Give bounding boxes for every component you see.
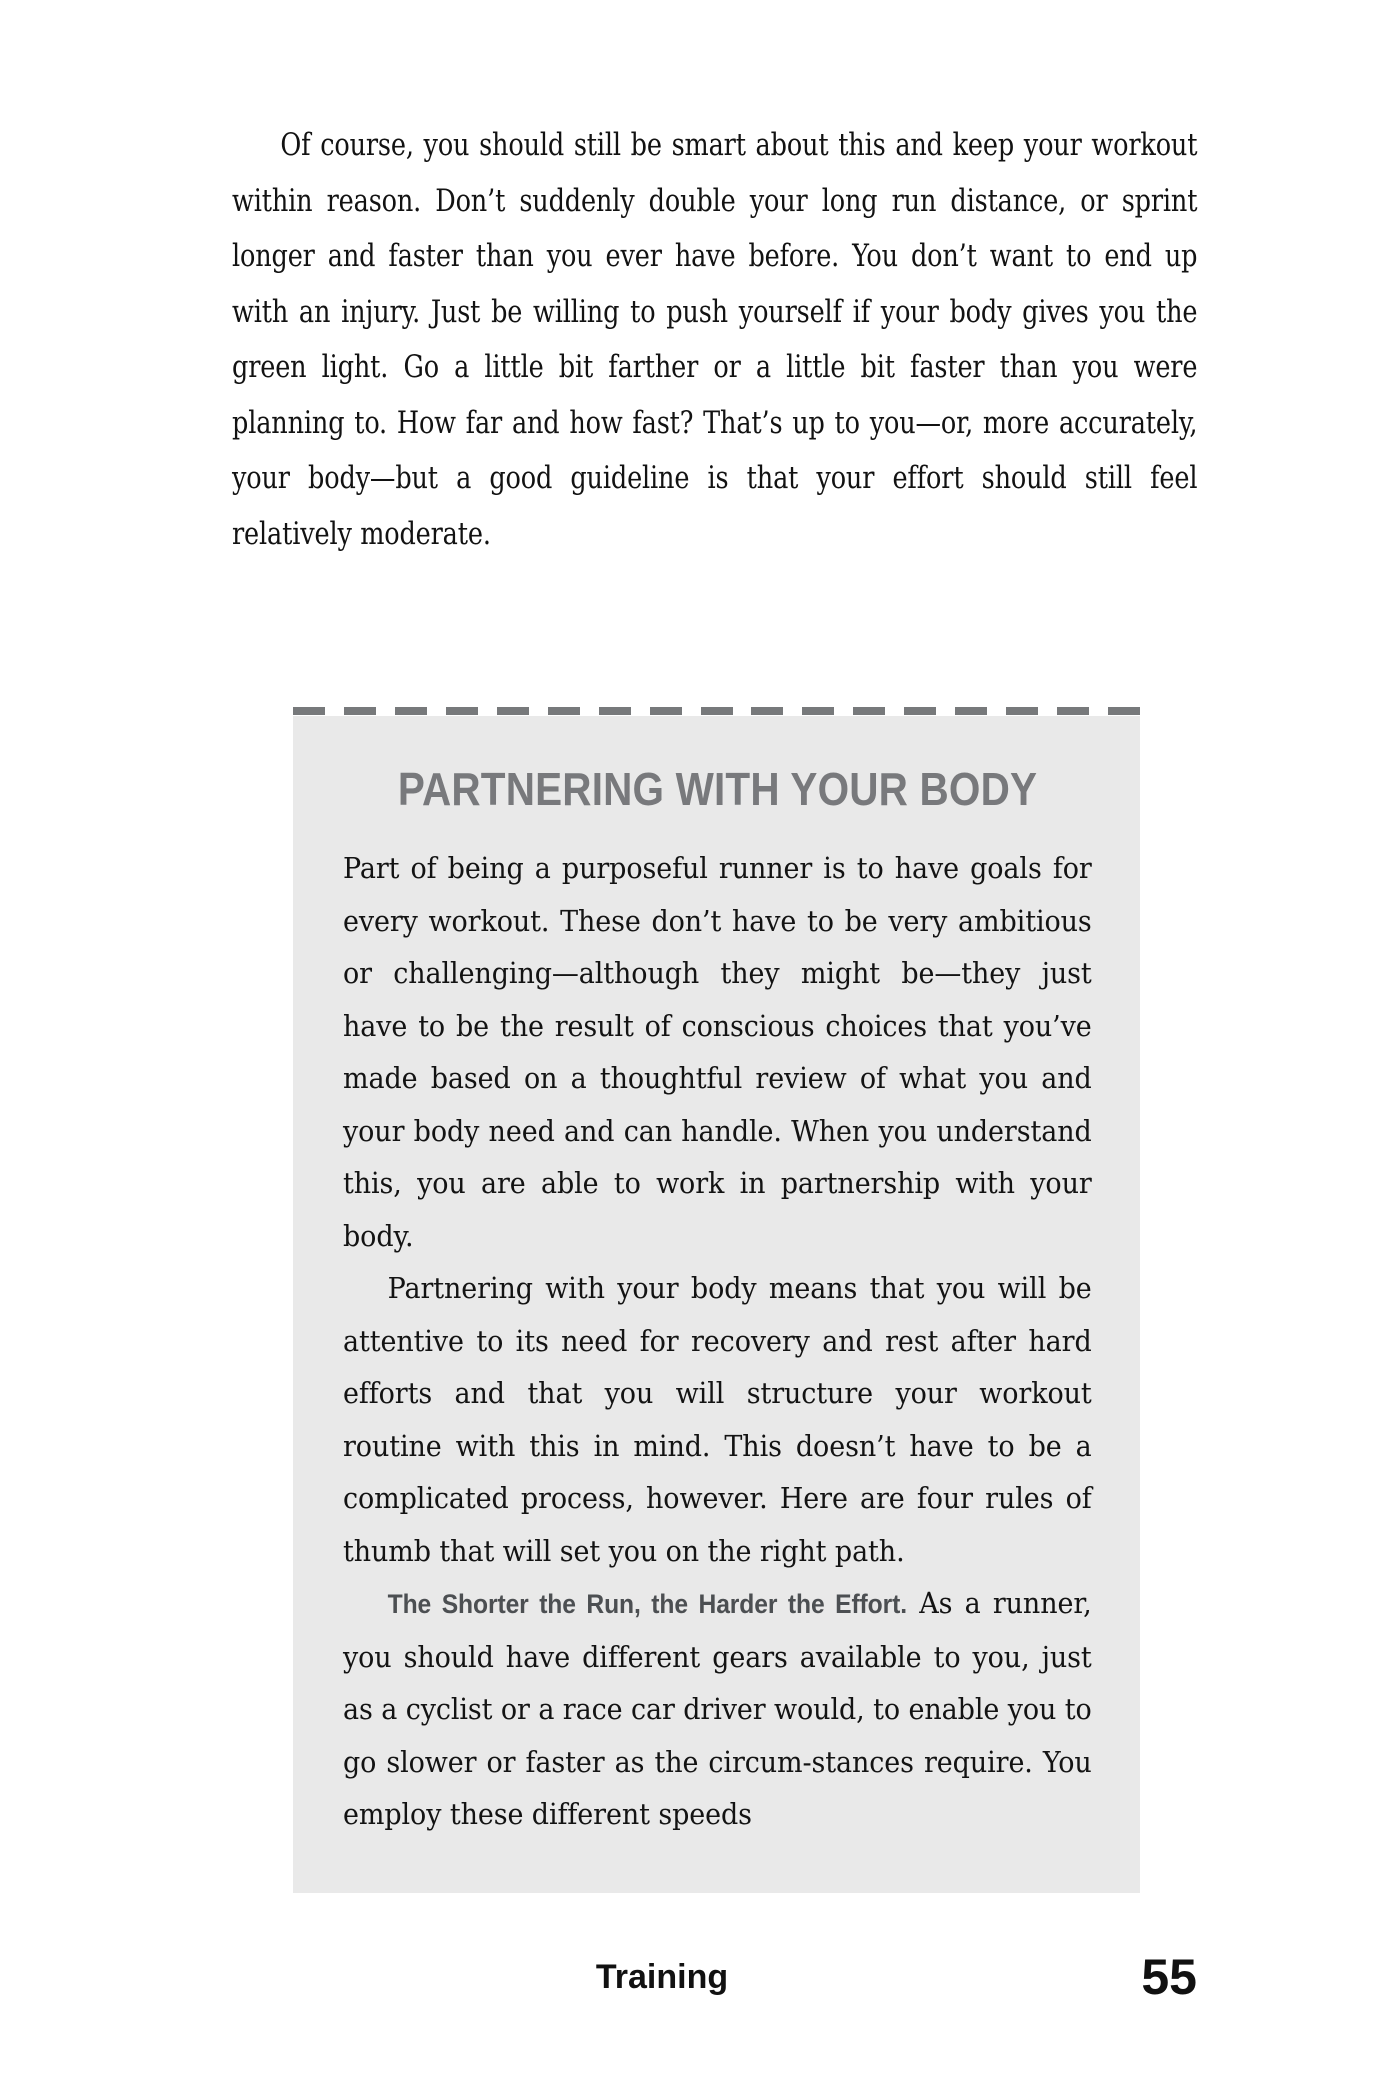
main-text-column bbox=[232, 118, 1197, 562]
page-footer bbox=[232, 1949, 1197, 2015]
dash-segment bbox=[1057, 707, 1089, 715]
callout-title: PARTNERING WITH YOUR BODY bbox=[397, 763, 1038, 815]
dash-segment bbox=[1108, 707, 1140, 715]
body-paragraph-1 bbox=[232, 118, 1197, 562]
dash-segment bbox=[751, 707, 783, 715]
callout-content bbox=[293, 716, 1140, 1893]
dash-segment bbox=[904, 707, 936, 715]
dash-segment bbox=[344, 707, 376, 715]
dash-segment bbox=[1006, 707, 1038, 715]
footer-page-number: 55 bbox=[1141, 1949, 1197, 2005]
dash-segment bbox=[650, 707, 682, 715]
callout-paragraph-3 bbox=[343, 1577, 1092, 1841]
dash-segment bbox=[548, 707, 580, 715]
callout-runin-heading: The Shorter the Run, the Harder the Effort. bbox=[387, 1589, 908, 1619]
dash-segment bbox=[853, 707, 885, 715]
dash-segment bbox=[955, 707, 987, 715]
callout-paragraph-2 bbox=[343, 1262, 1092, 1577]
body-paragraph-1-text: Of course, you should still be smart about this and keep your workout within reason. Don’t suddenly double your long run distance, or sprint longer and faster than you ever have before. You don’t want to end up with an injury. Just be willing to push yourself if your body gives you the green light. Go a little bit farther or a little bit faster than you were planning to. How far and how fast? That’s up to you—or, more accurately, your body—but a good guideline is that your effort should still feel relatively moderate. bbox=[232, 128, 1198, 552]
dash-segment bbox=[446, 707, 478, 715]
dash-segment bbox=[395, 707, 427, 715]
dash-segment bbox=[293, 707, 325, 715]
dash-segment bbox=[701, 707, 733, 715]
callout-paragraph-3-text: As a runner, you should have different gears available to you, just as a cyclist or a race car driver would, to enable you to go slower or faster as the circum-stances require. You employ these different speeds bbox=[343, 1586, 1092, 1831]
dash-segment bbox=[497, 707, 529, 715]
callout-paragraph-1: Part of being a purposeful runner is to have goals for every workout. These don’t have to be very ambitious or challenging—although they might be—they just have to be the result of conscious choices that you’ve made based on a thoughtful review of what you and your body need and can handle. When you understand this, you are able to work in partnership with your body. bbox=[343, 851, 1092, 1253]
dash-segment bbox=[599, 707, 631, 715]
callout-paragraph-2-text: Partnering with your body means that you will be attentive to its need for recovery and rest after hard efforts and that you will structure your workout routine with this in mind. This doesn’t have to be a complicated process, however. Here are four rules of thumb that will set you on the right path. bbox=[343, 1271, 1092, 1568]
dash-segment bbox=[802, 707, 834, 715]
footer-chapter-title: Training bbox=[595, 1958, 729, 1996]
callout-dashed-top-border bbox=[293, 707, 1140, 716]
callout-box bbox=[293, 716, 1140, 1893]
